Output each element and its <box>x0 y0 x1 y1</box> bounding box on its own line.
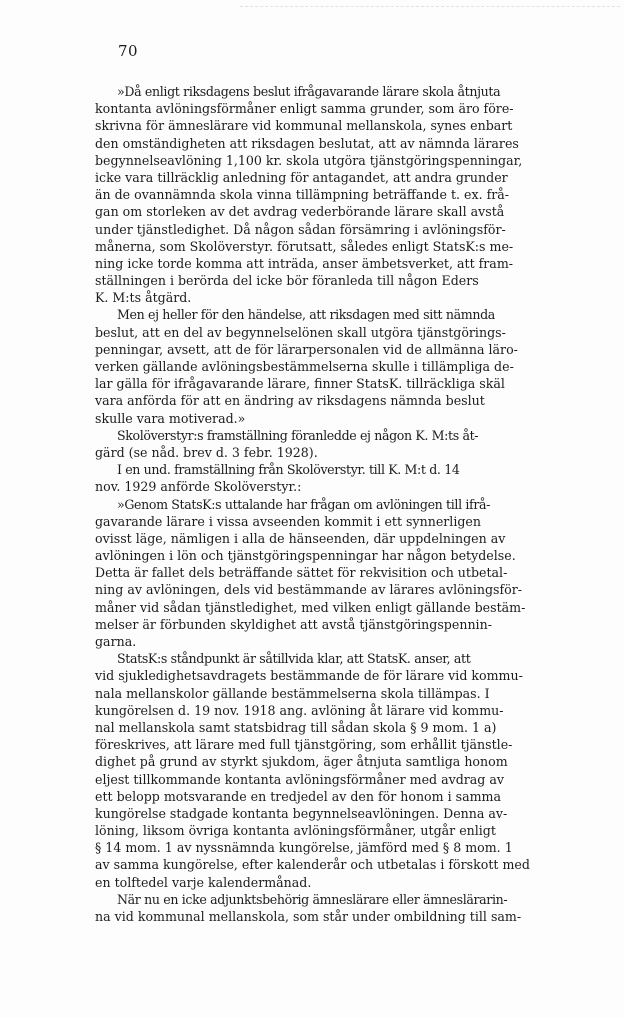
text-line: »Då enligt riksdagens beslut ifrågavarande lärare skola åtnjuta <box>117 84 501 99</box>
text-line: ning icke torde komma att inträda, anser ämbetsverket, att fram- <box>95 255 514 271</box>
text-line: ovisst läge, nämligen i alla de hänseenden, där uppdelningen av <box>95 530 506 546</box>
text-line: under tjänstledighet. Då någon sådan försämring i avlöningsför- <box>95 221 506 237</box>
text-line: Detta är fallet dels beträffande sättet för rekvisition och utbetal- <box>95 565 508 581</box>
text-line: StatsK:s ståndpunkt är såtillvida klar, att StatsK. anser, att <box>117 651 471 667</box>
body-text <box>95 83 579 925</box>
text-line: K. M:ts åtgärd. <box>95 290 192 306</box>
text-line: verken gällande avlöningsbestämmelserna skulle i tillämpliga de- <box>95 359 514 374</box>
text-line: löning, liksom övriga kontanta avlöningsförmåner, utgår enligt <box>95 823 496 839</box>
text-line: nal mellanskola samt statsbidrag till sådan skola § 9 mom. 1 a) <box>95 719 497 735</box>
text-line: Skolöverstyr:s framställning föranledde ej någon K. M:ts åt- <box>117 427 479 443</box>
text-line: måner vid sådan tjänstledighet, med vilken enligt gällande bestäm- <box>95 599 526 615</box>
text-line: nala mellanskolor gällande bestämmelserna skola tillämpas. I <box>95 685 490 701</box>
text-line: na vid kommunal mellanskola, som står under ombildning till sam- <box>95 909 522 924</box>
text-line: lar gälla för ifrågavarande lärare, finner StatsK. tillräckliga skäl <box>95 376 505 392</box>
text-line: ställningen i berörda del icke bör föranleda till någon Eders <box>95 273 479 289</box>
text-line: föreskrives, att lärare med full tjänstgöring, som erhållit tjänstle- <box>95 737 513 753</box>
text-line: skulle vara motiverad.» <box>95 410 246 426</box>
text-line: kontanta avlöningsförmåner enligt samma grunder, som äro före- <box>95 101 514 117</box>
scan-edge-artifact <box>240 6 620 8</box>
text-line: § 14 mom. 1 av nyssnämnda kungörelse, jämförd med § 8 mom. 1 <box>95 840 513 856</box>
text-line: Men ej heller för den händelse, att riksdagen med sitt nämnda <box>117 307 495 323</box>
text-line: icke vara tillräcklig anledning för antagandet, att andra grunder <box>95 169 508 185</box>
text-line: beslut, att en del av begynnelselönen skall utgöra tjänstgörings- <box>95 324 506 340</box>
text-line: gärd (se nåd. brev d. 3 febr. 1928). <box>95 444 318 460</box>
text-line: I en und. framställning från Skolöverstyr. till K. M:t d. 14 <box>117 462 460 478</box>
text-line: begynnelseavlöning 1,100 kr. skola utgöra tjänstgöringspenningar, <box>95 152 523 168</box>
page-number: 70 <box>118 42 139 60</box>
text-line: en tolftedel varje kalendermånad. <box>95 874 312 890</box>
text-line: När nu en icke adjunktsbehörig ämneslärare eller ämneslärarin- <box>117 891 508 907</box>
text-line: gavarande lärare i vissa avseenden kommit i ett synnerligen <box>95 513 481 529</box>
text-line: nov. 1929 anförde Skolöverstyr.: <box>95 479 302 495</box>
text-line: vara anförda för att en ändring av riksdagens nämnda beslut <box>95 393 485 409</box>
text-line: kungörelsen d. 19 nov. 1918 ang. avlöning åt lärare vid kommu- <box>95 702 504 718</box>
text-line: ning av avlöningen, dels vid bestämmande av lärares avlöningsför- <box>95 582 522 598</box>
text-line: penningar, avsett, att de för lärarpersonalen vid de allmänna läro- <box>95 341 518 357</box>
text-line: avlöningen i lön och tjänstgöringspenningar har någon betydelse. <box>95 548 516 564</box>
text-line: ett belopp motsvarande en tredjedel av den för honom i samma <box>95 788 501 804</box>
text-line: dighet på grund av styrkt sjukdom, äger åtnjuta samtliga honom <box>95 754 508 770</box>
text-line: skrivna för ämneslärare vid kommunal mellanskola, synes enbart <box>95 118 513 134</box>
text-line: månerna, som Skolöverstyr. förutsatt, således enligt StatsK:s me- <box>95 238 514 254</box>
text-line: den omständigheten att riksdagen beslutat, att av nämnda lärares <box>95 135 519 151</box>
text-line: vid sjukledighetsavdragets bestämmande de för lärare vid kommu- <box>95 668 523 684</box>
text-line: kungörelse stadgade kontanta begynnelseavlöningen. Denna av- <box>95 805 508 821</box>
text-line: av samma kungörelse, efter kalenderår och utbetalas i förskott med <box>95 857 530 873</box>
text-line: »Genom StatsK:s uttalande har frågan om avlöningen till ifrå- <box>117 496 491 512</box>
text-line: melser är förbunden skyldighet att avstå tjänstgöringspennin- <box>95 616 492 632</box>
text-line: än de ovannämnda skola vinna tillämpning beträffande t. ex. frå- <box>95 187 510 203</box>
text-line: gan om storleken av det avdrag vederbörande lärare skall avstå <box>95 204 505 220</box>
text-line: eljest tillkommande kontanta avlöningsförmåner med avdrag av <box>95 771 504 787</box>
text-line: garna. <box>95 634 137 649</box>
